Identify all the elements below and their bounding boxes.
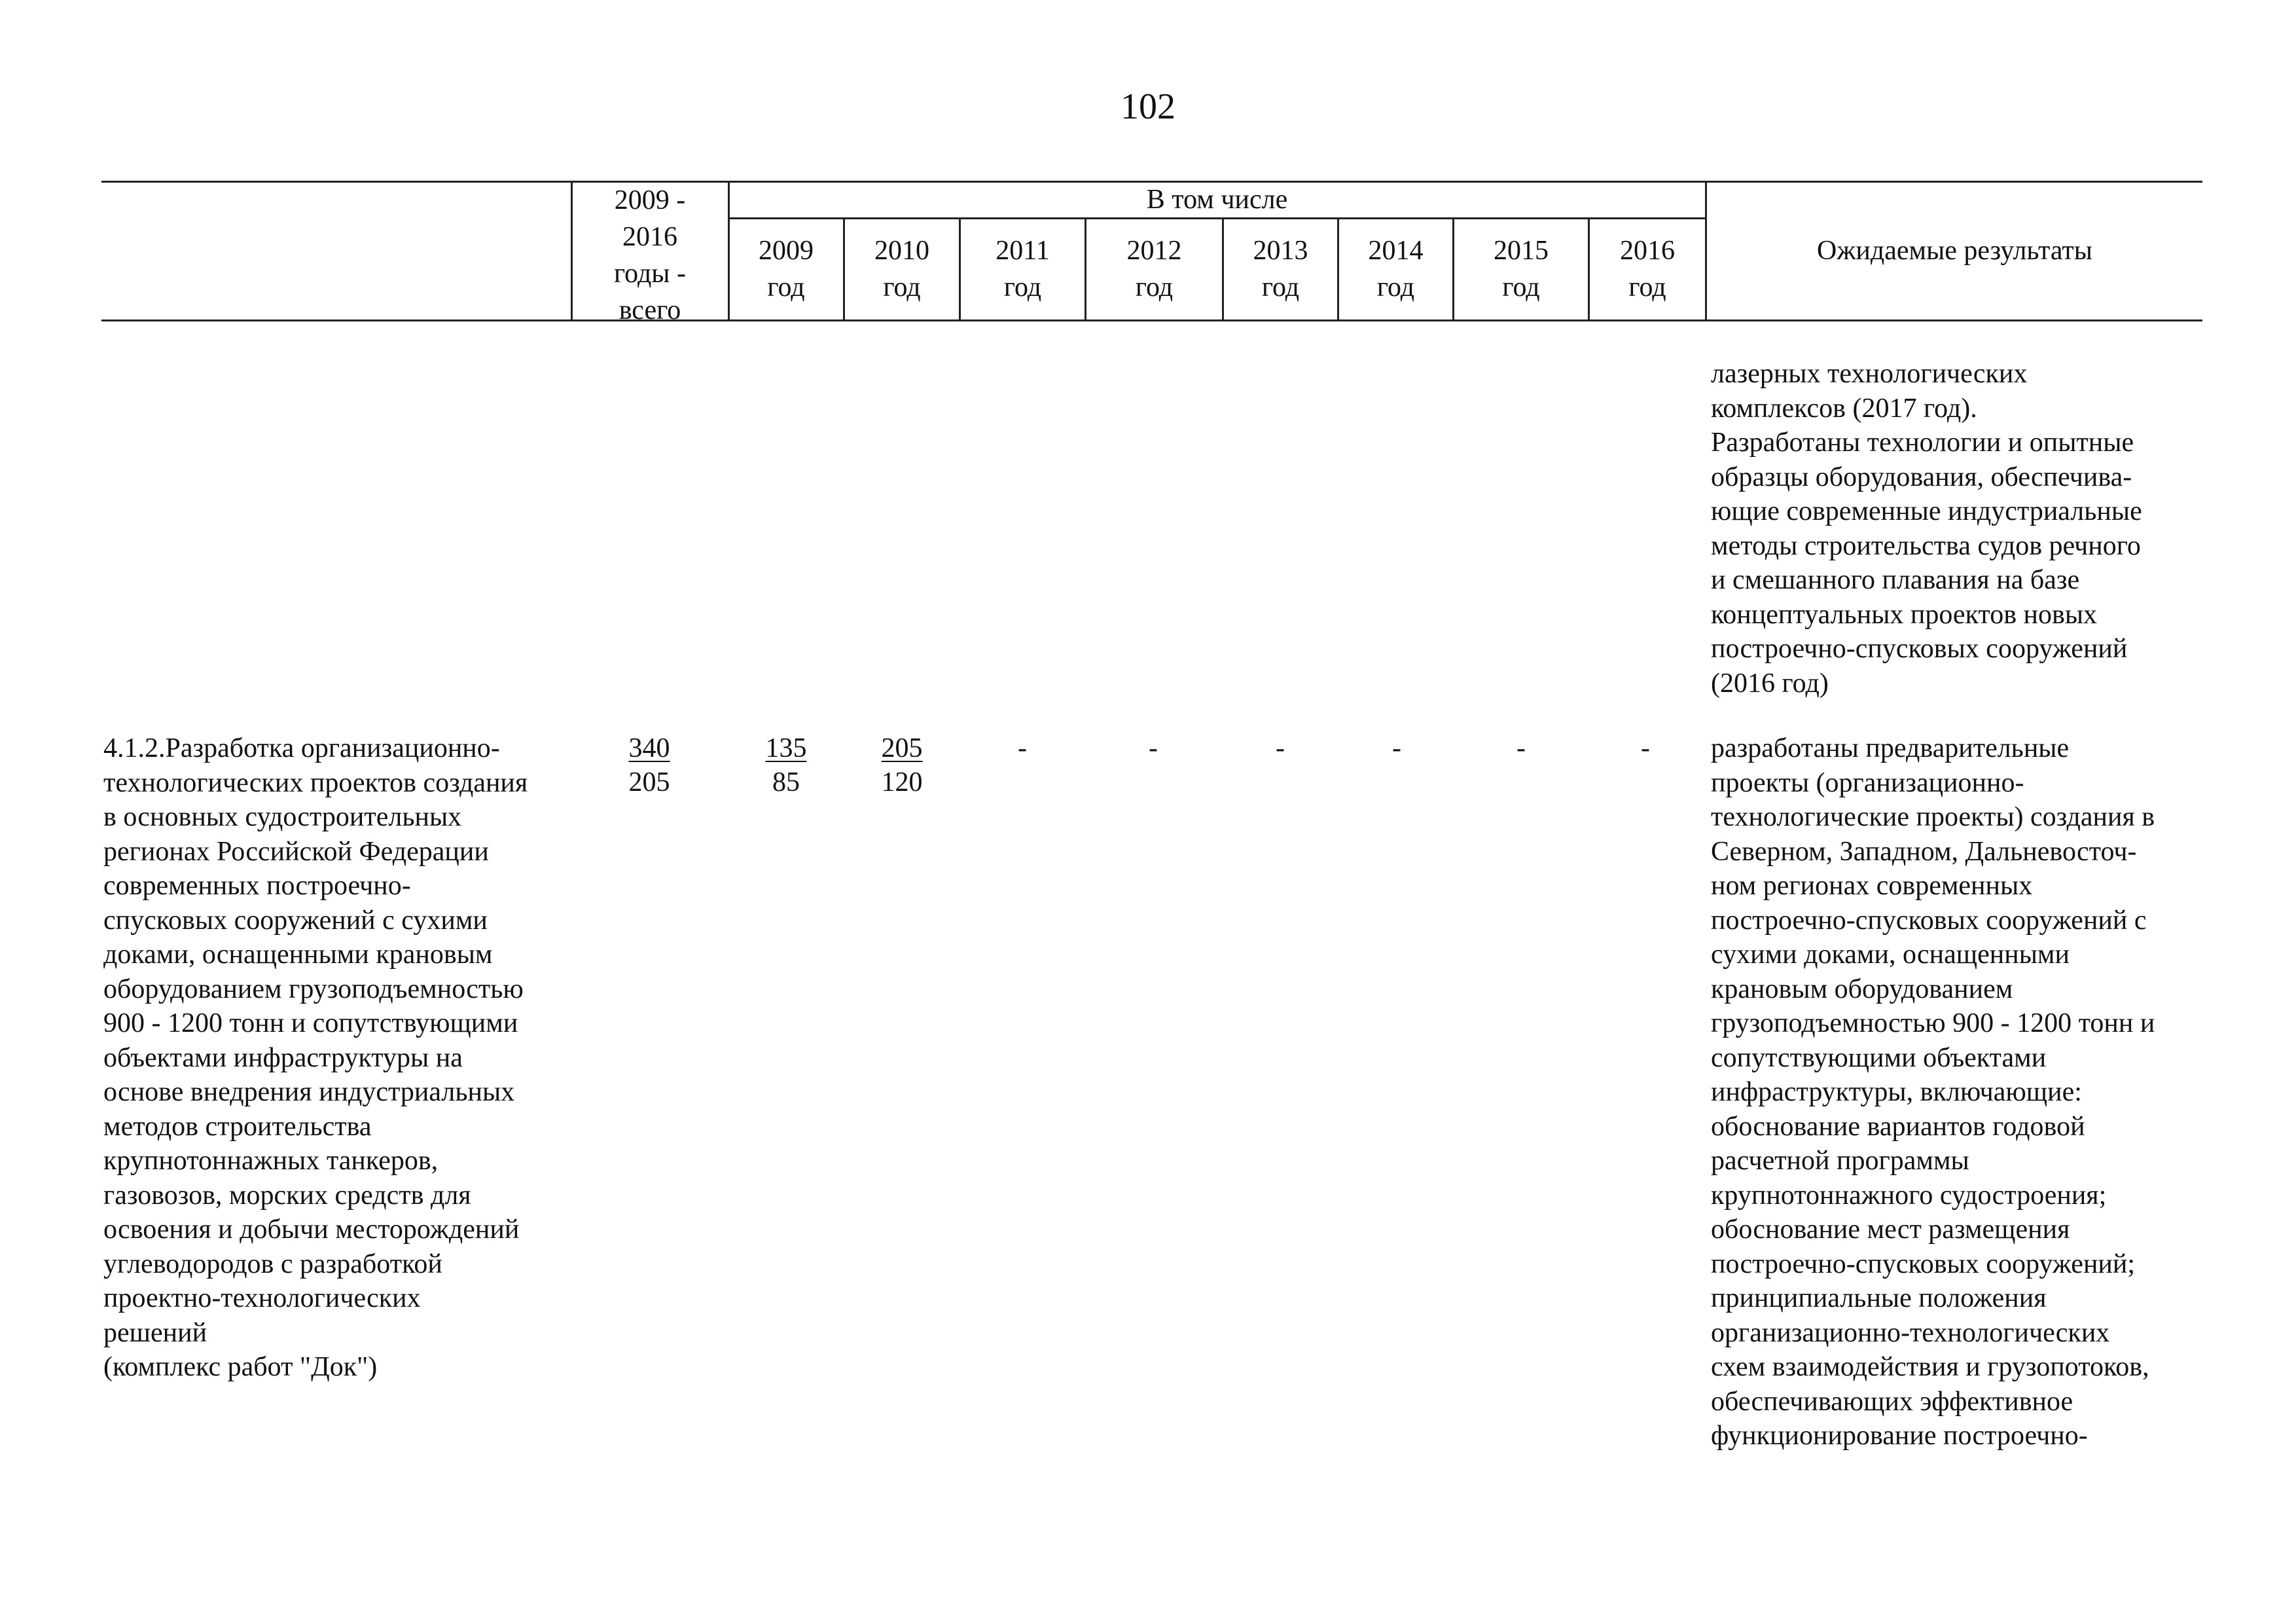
row-2009-bottom: 85	[772, 767, 800, 797]
row-2013-value: -	[1276, 733, 1285, 763]
results-line: построечно-спусковых сооружений;	[1711, 1249, 2136, 1279]
results-line: методы строительства судов речного	[1711, 530, 2141, 561]
row-total-bottom: 205	[628, 767, 670, 797]
results-line: (2016 год)	[1711, 668, 1829, 699]
results-line: организационно-технологических	[1711, 1317, 2110, 1348]
header-results-label: Ожидаемые результаты	[1817, 236, 2092, 266]
row-name-line: современных построечно-	[103, 871, 411, 901]
results-line: построечно-спусковых сооружений	[1711, 634, 2128, 664]
row-2015-value: -	[1516, 733, 1526, 763]
row-name-line: объектами инфраструктуры на	[103, 1042, 463, 1073]
results-line: Разработаны технологии и опытные	[1711, 428, 2134, 458]
results-line: сухими доками, оснащенными	[1711, 939, 2070, 970]
row-name-line: доками, оснащенными крановым	[103, 939, 493, 970]
results-line: и смешанного плавания на базе	[1711, 565, 2080, 595]
row-2011-value: -	[1018, 733, 1027, 763]
header-year-2013	[1224, 232, 1337, 306]
row-name-line: проектно-технологических	[103, 1283, 421, 1313]
results-line: разработаны предварительные	[1711, 733, 2070, 763]
results-line: построечно-спусковых сооружений с	[1711, 905, 2147, 936]
row-2016-value: -	[1641, 733, 1650, 763]
results-line: образцы оборудования, обеспечива-	[1711, 462, 2132, 492]
row-2010-bottom: 120	[881, 767, 923, 797]
header-year-2011	[961, 232, 1085, 306]
row-name-line: спусковых сооружений с сухими	[103, 905, 488, 936]
row-results	[1711, 731, 2155, 1453]
header-total-line: годы -	[613, 259, 687, 289]
results-line: грузоподъемностью 900 - 1200 тонн и	[1711, 1008, 2155, 1038]
header-year-value: 2011	[996, 236, 1050, 266]
row-name-line: в основных судостроительных	[103, 802, 462, 832]
row-name-line: крупнотоннажных танкеров,	[103, 1146, 439, 1176]
header-group-label: В том числе	[1146, 185, 1288, 215]
results-line: расчетной программы	[1711, 1146, 1969, 1176]
results-line: обоснование вариантов годовой	[1711, 1111, 2085, 1142]
table-header-bottom-rule	[101, 319, 2202, 321]
results-line: инфраструктуры, включающие:	[1711, 1077, 2082, 1107]
row-name-line: методов строительства	[103, 1111, 372, 1142]
header-year-value: 2013	[1253, 236, 1308, 266]
header-year-value: 2014	[1368, 236, 1424, 266]
results-line: функционирование построечно-	[1711, 1421, 2088, 1451]
row-2010-value	[863, 731, 941, 799]
header-year-value: 2016	[1620, 236, 1675, 266]
results-line: Северном, Западном, Дальневосточ-	[1711, 836, 2137, 867]
header-year-unit: год	[767, 272, 805, 302]
row-2014-value: -	[1392, 733, 1401, 763]
results-line: комплексов (2017 год).	[1711, 393, 1977, 424]
row-name-line: основе внедрения индустриальных	[103, 1077, 515, 1107]
row-name-line: решений	[103, 1317, 207, 1348]
header-year-unit: год	[1261, 272, 1300, 302]
results-line: сопутствующими объектами	[1711, 1042, 2047, 1073]
results-line: ющие современные индустриальные	[1711, 496, 2142, 526]
row-2009-top: 135	[765, 733, 807, 763]
subheader-rule	[728, 217, 1707, 219]
header-year-unit: год	[883, 272, 921, 302]
header-year-unit: год	[1628, 272, 1666, 302]
header-year-value: 2015	[1494, 236, 1549, 266]
row-2009-value	[747, 731, 825, 799]
page-number: 102	[1121, 86, 1175, 127]
header-year-2014	[1339, 232, 1452, 306]
results-line: принципиальные положения	[1711, 1283, 2047, 1313]
row-name-line: 4.1.2.Разработка организационно-	[103, 733, 500, 763]
header-year-unit: год	[1135, 272, 1174, 302]
header-year-2016	[1590, 232, 1705, 306]
row-name-line: освоения и добычи месторождений	[103, 1214, 520, 1245]
row-name-line: 900 - 1200 тонн и сопутствующими	[103, 1008, 518, 1038]
results-line: крановым оборудованием	[1711, 974, 2013, 1004]
row-name	[103, 731, 528, 1385]
results-line: обоснование мест размещения	[1711, 1214, 2070, 1245]
row-total-top: 340	[628, 733, 670, 763]
header-year-value: 2009	[759, 236, 814, 266]
results-line: технологические проекты) создания в	[1711, 802, 2155, 832]
header-year-value: 2012	[1126, 236, 1182, 266]
header-year-2009	[729, 232, 843, 306]
header-total-cell	[572, 182, 728, 329]
results-line: схем взаимодействия и грузопотоков,	[1711, 1352, 2149, 1382]
header-year-2012	[1086, 232, 1222, 306]
results-line: проекты (организационно-	[1711, 767, 2024, 798]
row-name-line: технологических проектов создания	[103, 767, 528, 798]
results-continuation	[1711, 357, 2142, 701]
results-line: концептуальных проектов новых	[1711, 599, 2098, 630]
header-year-unit: год	[1003, 272, 1042, 302]
header-year-unit: год	[1502, 272, 1540, 302]
results-line: лазерных технологических	[1711, 359, 2028, 389]
row-name-line: углеводородов с разработкой	[103, 1249, 442, 1279]
row-name-line: оборудованием грузоподъемностью	[103, 974, 524, 1004]
header-year-2010	[845, 232, 959, 306]
header-total-line: всего	[619, 295, 681, 325]
results-line: ном регионах современных	[1711, 871, 2033, 901]
results-line: обеспечивающих эффективное	[1711, 1386, 2073, 1417]
row-name-line: регионах Российской Федерации	[103, 836, 489, 867]
row-name-line: (комплекс работ "Док")	[103, 1352, 378, 1382]
header-total-line: 2016	[622, 222, 677, 252]
header-year-unit: год	[1376, 272, 1415, 302]
row-2012-value: -	[1149, 733, 1158, 763]
row-total-value	[610, 731, 689, 799]
results-line: крупнотоннажного судостроения;	[1711, 1180, 2107, 1211]
row-name-line: газовозов, морских средств для	[103, 1180, 471, 1211]
header-total-line: 2009 -	[614, 185, 686, 215]
row-2010-top: 205	[881, 733, 923, 763]
header-year-2015	[1454, 232, 1588, 306]
header-year-value: 2010	[874, 236, 929, 266]
